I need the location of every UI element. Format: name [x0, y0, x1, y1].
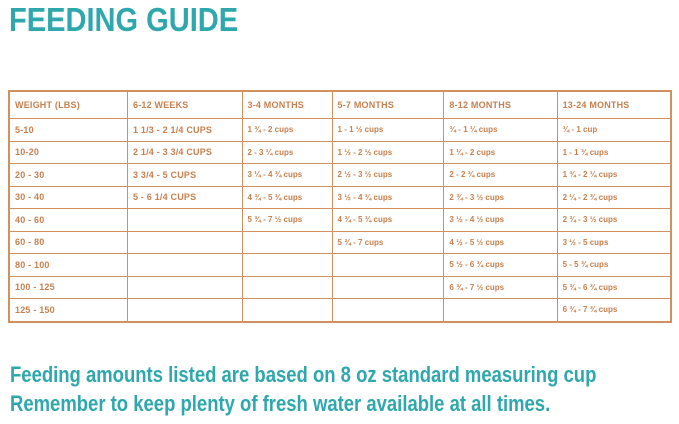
feeding-guide-table: [8, 90, 672, 323]
page-title: FEEDING GUIDE: [9, 1, 239, 38]
table-row: [9, 231, 671, 254]
amount-cell: [444, 299, 557, 322]
amount-cell: 1 - 1 ¾ cups: [557, 141, 671, 164]
amount-cell: 1 ½ - 2 ½ cups: [332, 141, 444, 164]
amount-cell: 3 ½ - 4 ¾ cups: [332, 186, 444, 209]
amount-cell: 5 - 6 1/4 CUPS: [127, 186, 242, 209]
amount-cell: 5 ¾ - 7 ½ cups: [242, 209, 332, 232]
amount-cell: 1 ¼ - 2 cups: [444, 141, 557, 164]
weight-cell: 125 - 150: [9, 299, 127, 322]
amount-cell: [127, 254, 242, 277]
footer-note: [10, 360, 596, 418]
table-row: [9, 209, 671, 232]
amount-cell: 2 1/4 - 3 3/4 CUPS: [127, 141, 242, 164]
amount-cell: 5 - 5 ¾ cups: [557, 254, 671, 277]
amount-cell: [242, 299, 332, 322]
column-header: WEIGHT (LBS): [9, 91, 127, 119]
amount-cell: ¾ - 1 cup: [557, 119, 671, 142]
weight-cell: 40 - 60: [9, 209, 127, 232]
amount-cell: [127, 276, 242, 299]
amount-cell: 6 ¾ - 7 ½ cups: [444, 276, 557, 299]
table-body: [9, 119, 671, 322]
amount-cell: [332, 276, 444, 299]
table-row: [9, 254, 671, 277]
amount-cell: 3 ¼ - 4 ¾ cups: [242, 164, 332, 187]
weight-cell: 100 - 125: [9, 276, 127, 299]
amount-cell: [127, 231, 242, 254]
weight-cell: 20 - 30: [9, 164, 127, 187]
weight-cell: 60 - 80: [9, 231, 127, 254]
amount-cell: 2 - 2 ¾ cups: [444, 164, 557, 187]
amount-cell: 5 ¾ - 7 cups: [332, 231, 444, 254]
amount-cell: [242, 276, 332, 299]
amount-cell: [242, 231, 332, 254]
amount-cell: 5 ¾ - 6 ¾ cups: [557, 276, 671, 299]
amount-cell: [242, 254, 332, 277]
amount-cell: [332, 254, 444, 277]
amount-cell: 5 ½ - 6 ¾ cups: [444, 254, 557, 277]
amount-cell: 1 ¾ - 2 ¼ cups: [557, 164, 671, 187]
amount-cell: 2 ¾ - 3 ½ cups: [444, 186, 557, 209]
weight-cell: 80 - 100: [9, 254, 127, 277]
table-row: [9, 164, 671, 187]
amount-cell: [127, 299, 242, 322]
amount-cell: 1 1/3 - 2 1/4 CUPS: [127, 119, 242, 142]
amount-cell: 3 ½ - 5 cups: [557, 231, 671, 254]
table-row: [9, 186, 671, 209]
footer-note-line2: Remember to keep plenty of fresh water available at all times.: [10, 391, 551, 416]
table-row: [9, 276, 671, 299]
amount-cell: 4 ¾ - 5 ¾ cups: [242, 186, 332, 209]
amount-cell: 2 ¾ - 3 ½ cups: [557, 209, 671, 232]
column-header: 13-24 MONTHS: [557, 91, 671, 119]
amount-cell: 1 - 1 ½ cups: [332, 119, 444, 142]
weight-cell: 10-20: [9, 141, 127, 164]
weight-cell: 30 - 40: [9, 186, 127, 209]
amount-cell: 3 ½ - 4 ½ cups: [444, 209, 557, 232]
amount-cell: 1 ¾ - 2 cups: [242, 119, 332, 142]
amount-cell: 6 ¾ - 7 ¾ cups: [557, 299, 671, 322]
footer-note-line1: Feeding amounts listed are based on 8 oz standard measuring cup: [10, 362, 597, 387]
amount-cell: [127, 209, 242, 232]
table-row: [9, 141, 671, 164]
amount-cell: 2 ¼ - 2 ¾ cups: [557, 186, 671, 209]
amount-cell: 2 - 3 ¼ cups: [242, 141, 332, 164]
amount-cell: [332, 299, 444, 322]
column-header: 3-4 MONTHS: [242, 91, 332, 119]
table-row: [9, 299, 671, 322]
amount-cell: 3 3/4 - 5 CUPS: [127, 164, 242, 187]
table-header-row: [9, 91, 671, 119]
column-header: 6-12 WEEKS: [127, 91, 242, 119]
amount-cell: 4 ¾ - 5 ¾ cups: [332, 209, 444, 232]
table-row: [9, 119, 671, 142]
amount-cell: ¾ - 1 ¼ cups: [444, 119, 557, 142]
column-header: 8-12 MONTHS: [444, 91, 557, 119]
amount-cell: 2 ½ - 3 ½ cups: [332, 164, 444, 187]
weight-cell: 5-10: [9, 119, 127, 142]
column-header: 5-7 MONTHS: [332, 91, 444, 119]
amount-cell: 4 ½ - 5 ½ cups: [444, 231, 557, 254]
